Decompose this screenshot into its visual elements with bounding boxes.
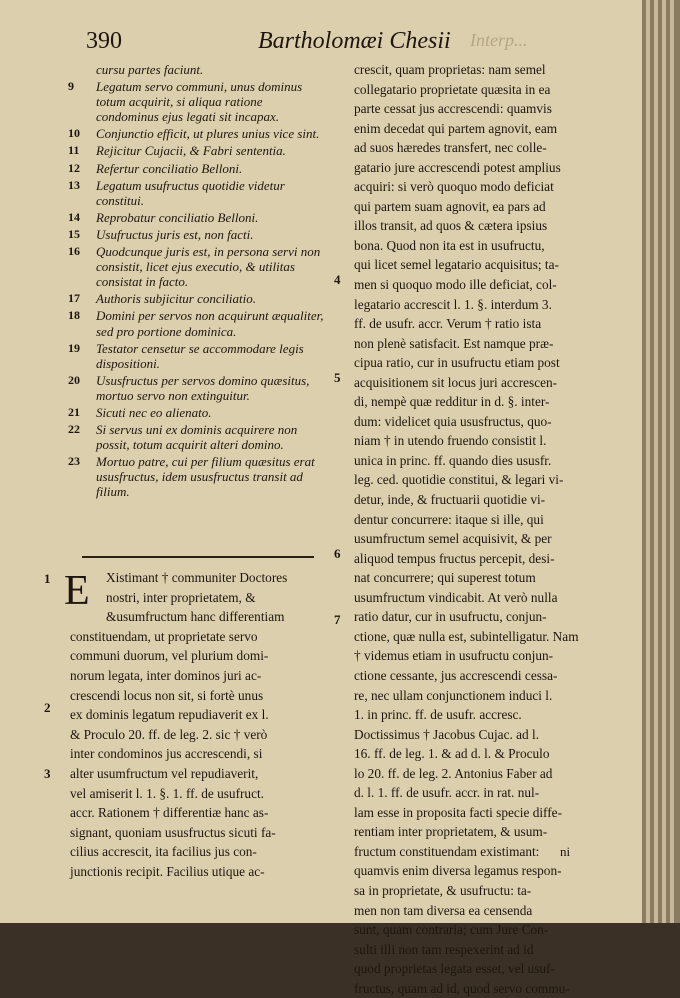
body-line: ff. de usufr. accr. Verum † ratio ista xyxy=(354,316,542,332)
index-entry xyxy=(58,405,326,420)
body-line: lam esse in proposita facti specie diffe- xyxy=(354,804,562,820)
marginal-note-number: 1 xyxy=(44,571,51,586)
body-left-column xyxy=(58,568,324,882)
index-entry xyxy=(58,454,326,499)
body-line: communi duorum, vel plurium domi- xyxy=(70,648,269,664)
body-line: nat concurrere; qui superest totum xyxy=(354,570,536,586)
body-line: Xistimant † communiter Doctores xyxy=(106,570,288,585)
body-line: qui licet semel legatario acquisitus; ta- xyxy=(354,257,559,273)
body-line: d. l. 1. ff. de usufr. accr. in rat. nul- xyxy=(354,785,540,801)
body-line: sa in proprietate, & usufructu: ta- xyxy=(354,882,532,898)
body-line: ctione, quæ nulla est, subintelligatur. Nam xyxy=(354,628,579,644)
body-line: re, nec ullam conjunctionem induci l. xyxy=(354,687,553,703)
index-entry-number: 15 xyxy=(68,226,80,241)
body-line: legatario accrescit l. 1. §. interdum 3. xyxy=(354,296,552,312)
index-entry xyxy=(58,79,326,124)
marginal-note-number: 7 xyxy=(334,612,341,627)
body-line: norum legata, inter dominos juri ac- xyxy=(70,667,262,683)
index-entry xyxy=(58,210,326,225)
body-line: illos transit, ad quos & cætera ipsius xyxy=(354,218,548,234)
marginal-note-number: 4 xyxy=(334,272,341,287)
body-line: collegatario proprietate quæsita in ea xyxy=(354,81,551,97)
body-line: unica in princ. ff. quando dies ususfr. xyxy=(354,452,552,468)
index-entry-text: Conjunctio efficit, ut plures unius vice sint. xyxy=(96,126,320,142)
index-entry-number: 23 xyxy=(68,454,80,469)
marginal-note-number: 2 xyxy=(44,700,51,715)
body-right-column xyxy=(334,60,622,998)
index-entry-number: 10 xyxy=(68,126,80,141)
show-through-text: Interp... xyxy=(470,30,528,50)
section-rule xyxy=(82,556,314,558)
body-line: usumfructum semel acquisivit, & per xyxy=(354,531,552,547)
marginal-note-number: 3 xyxy=(44,766,51,781)
index-entry-number: 20 xyxy=(68,372,80,387)
body-line: leg. ced. quotidie constitui, & legari vi- xyxy=(354,472,564,488)
body-line: inter condominos jus accrescendi, si xyxy=(70,746,263,762)
index-entry-text: Usufructus juris est, non facti. xyxy=(96,226,254,242)
body-line: gatario jure accrescendi potest amplius xyxy=(354,159,561,175)
index-entry xyxy=(58,373,326,403)
body-line: ad suos hæredes transfert, nec colle- xyxy=(354,140,547,156)
index-entry-text: Authoris subjicitur conciliatio. xyxy=(96,291,256,307)
index-entry-text: Legatum servo communi, unus dominus totum acquirit, si aliqua ratione condominus ejus legati sit incapax. xyxy=(96,79,303,125)
body-line: Doctissimus † Jacobus Cujac. ad l. xyxy=(354,726,540,742)
index-entry xyxy=(58,422,326,452)
body-line: crescit, quam proprietas: nam semel xyxy=(354,62,546,77)
marginal-note-number: 6 xyxy=(334,546,341,561)
index-entry-number: 22 xyxy=(68,422,80,437)
body-line: di, nempè quæ redditur in d. §. inter- xyxy=(354,394,550,410)
index-entry-number: 19 xyxy=(68,340,80,355)
index-entry-number: 17 xyxy=(68,291,80,306)
body-line: men non tam diversa ea censenda xyxy=(354,902,533,918)
body-line: ctione cessante, jus accrescendi cessa- xyxy=(354,667,558,683)
body-line: nostri, inter proprietatem, & xyxy=(106,589,256,605)
body-line: accr. Rationem † differentiæ hanc as- xyxy=(70,805,269,821)
body-line: dentur concurrere: itaque si ille, qui xyxy=(354,511,544,527)
body-line: † videmus etiam in usufructu conjun- xyxy=(354,648,554,664)
catchword: ni xyxy=(560,844,571,859)
body-line: quod proprietas legata esset, vel usuf- xyxy=(354,961,555,977)
index-entry-number: 13 xyxy=(68,177,80,192)
marginal-note-number: 5 xyxy=(334,370,341,385)
index-entry xyxy=(58,244,326,289)
index-entry xyxy=(58,161,326,176)
body-line: ex dominis legatum repudiaverit ex l. xyxy=(70,707,269,723)
index-entry-text: Testator censetur se accommodare legis dispositioni. xyxy=(96,340,304,371)
index-entry-text: Mortuo patre, cui per filium quæsitus erat ususfructus, idem ususfructus transit ad filium. xyxy=(96,454,315,500)
body-line: men si quoquo modo ille deficiat, col- xyxy=(354,277,557,293)
index-entry xyxy=(58,291,326,306)
index-entry-text: Rejicitur Cujacii, & Fabri sententia. xyxy=(96,143,286,159)
summary-index xyxy=(58,62,326,502)
index-entry xyxy=(58,178,326,208)
body-line: acquiri: si verò quoquo modo deficiat xyxy=(354,179,554,195)
body-line: 16. ff. de leg. 1. & ad d. l. & Proculo xyxy=(354,746,550,762)
body-line: dum: videlicet quia ususfructus, quo- xyxy=(354,413,552,429)
body-line: usumfructum vindicabit. At verò nulla xyxy=(354,589,558,605)
index-entry-text: Domini per servos non acquirunt æqualiter, sed pro portione dominica. xyxy=(96,308,324,339)
index-entry-number: 16 xyxy=(68,244,80,259)
body-line: fructum constituendam existimant: xyxy=(354,843,540,859)
index-entry-text: Legatum usufructus quotidie videtur constitui. xyxy=(96,177,285,208)
running-title: Bartholomæi Chesii xyxy=(258,28,451,54)
index-entry-text: Sicuti nec eo alienato. xyxy=(96,404,212,420)
body-line: cipua ratio, cur in usufructu etiam post xyxy=(354,355,560,371)
index-entry-number: 9 xyxy=(68,79,74,94)
index-entry-number: 18 xyxy=(68,308,80,323)
index-entry-number: 14 xyxy=(68,209,80,224)
index-entry xyxy=(58,126,326,141)
body-line: fructus, quam ad id, quod servo commu- xyxy=(354,980,570,996)
body-line: bona. Quod non ita est in usufructu, xyxy=(354,237,545,253)
index-entry xyxy=(58,341,326,371)
body-line: quamvis enim diversa legamus respon- xyxy=(354,863,562,879)
body-line: niam † in utendo fruendo consistit l. xyxy=(354,433,547,449)
index-entry xyxy=(58,227,326,242)
body-line: cilius accrescit, ita facilius jus con- xyxy=(70,844,257,860)
drop-capital: E xyxy=(64,568,90,614)
index-entry-text: Si servus uni ex dominis acquirere non possit, totum acquirit alteri domino. xyxy=(96,422,298,453)
body-line: sulti illi non tam respexerint ad id xyxy=(354,941,534,957)
body-line: alter usumfructum vel repudiaverit, xyxy=(70,765,259,781)
body-line: junctionis recipit. Facilius utique ac- xyxy=(70,863,265,879)
index-entry-number: 21 xyxy=(68,404,80,419)
body-line: lo 20. ff. de leg. 2. Antonius Faber ad xyxy=(354,765,553,781)
body-line: non plenè satisfacit. Est namque præ- xyxy=(354,335,554,351)
index-entry-text: Reprobatur conciliatio Belloni. xyxy=(96,209,259,225)
body-line: sunt, quam contraria; cum Jure Con- xyxy=(354,922,549,938)
index-entry-number: 12 xyxy=(68,160,80,175)
body-line: 1. in princ. ff. de usufr. accresc. xyxy=(354,707,522,723)
body-line: enim decedat qui partem agnovit, eam xyxy=(354,120,558,136)
body-line: constituendam, ut proprietate servo xyxy=(70,628,258,644)
body-line: parte cessat jus accrescendi: quamvis xyxy=(354,101,552,117)
index-entry xyxy=(58,62,326,77)
body-line: & Proculo 20. ff. de leg. 2. sic † verò xyxy=(70,726,268,742)
page-number: 390 xyxy=(86,28,122,54)
body-line: aliquod tempus fructus percepit, desi- xyxy=(354,550,555,566)
index-entry-number: 11 xyxy=(68,143,80,158)
body-line: detur, inde, & fructuarii quotidie vi- xyxy=(354,492,546,508)
body-line: vel amiserit l. 1. §. 1. ff. de usufruct. xyxy=(70,785,264,801)
body-line: signant, quoniam ususfructus sicuti fa- xyxy=(70,824,276,840)
index-entry-text: Refertur conciliatio Belloni. xyxy=(96,160,243,176)
body-line: acquisitionem sit locus juri accrescen- xyxy=(354,374,558,390)
body-line: crescendi locus non sit, si fortè unus xyxy=(70,687,264,703)
index-entry-text: cursu partes faciunt. xyxy=(96,62,204,77)
body-line: &usumfructum hanc differentiam xyxy=(106,609,285,625)
body-line: qui partem suam agnovit, ea pars ad xyxy=(354,198,546,214)
index-entry xyxy=(58,143,326,158)
index-entry-text: Ususfructus per servos domino quæsitus, mortuo servo non extinguitur. xyxy=(96,372,310,403)
index-entry-text: Quodcunque juris est, in persona servi non consistit, licet ejus executio, & utilitas consistat in facto. xyxy=(96,244,321,290)
index-entry xyxy=(58,308,326,338)
body-line: ratio datur, cur in usufructu, conjun- xyxy=(354,609,547,625)
body-line: rentiam inter proprietatem, & usum- xyxy=(354,824,548,840)
page-edges xyxy=(642,0,680,923)
